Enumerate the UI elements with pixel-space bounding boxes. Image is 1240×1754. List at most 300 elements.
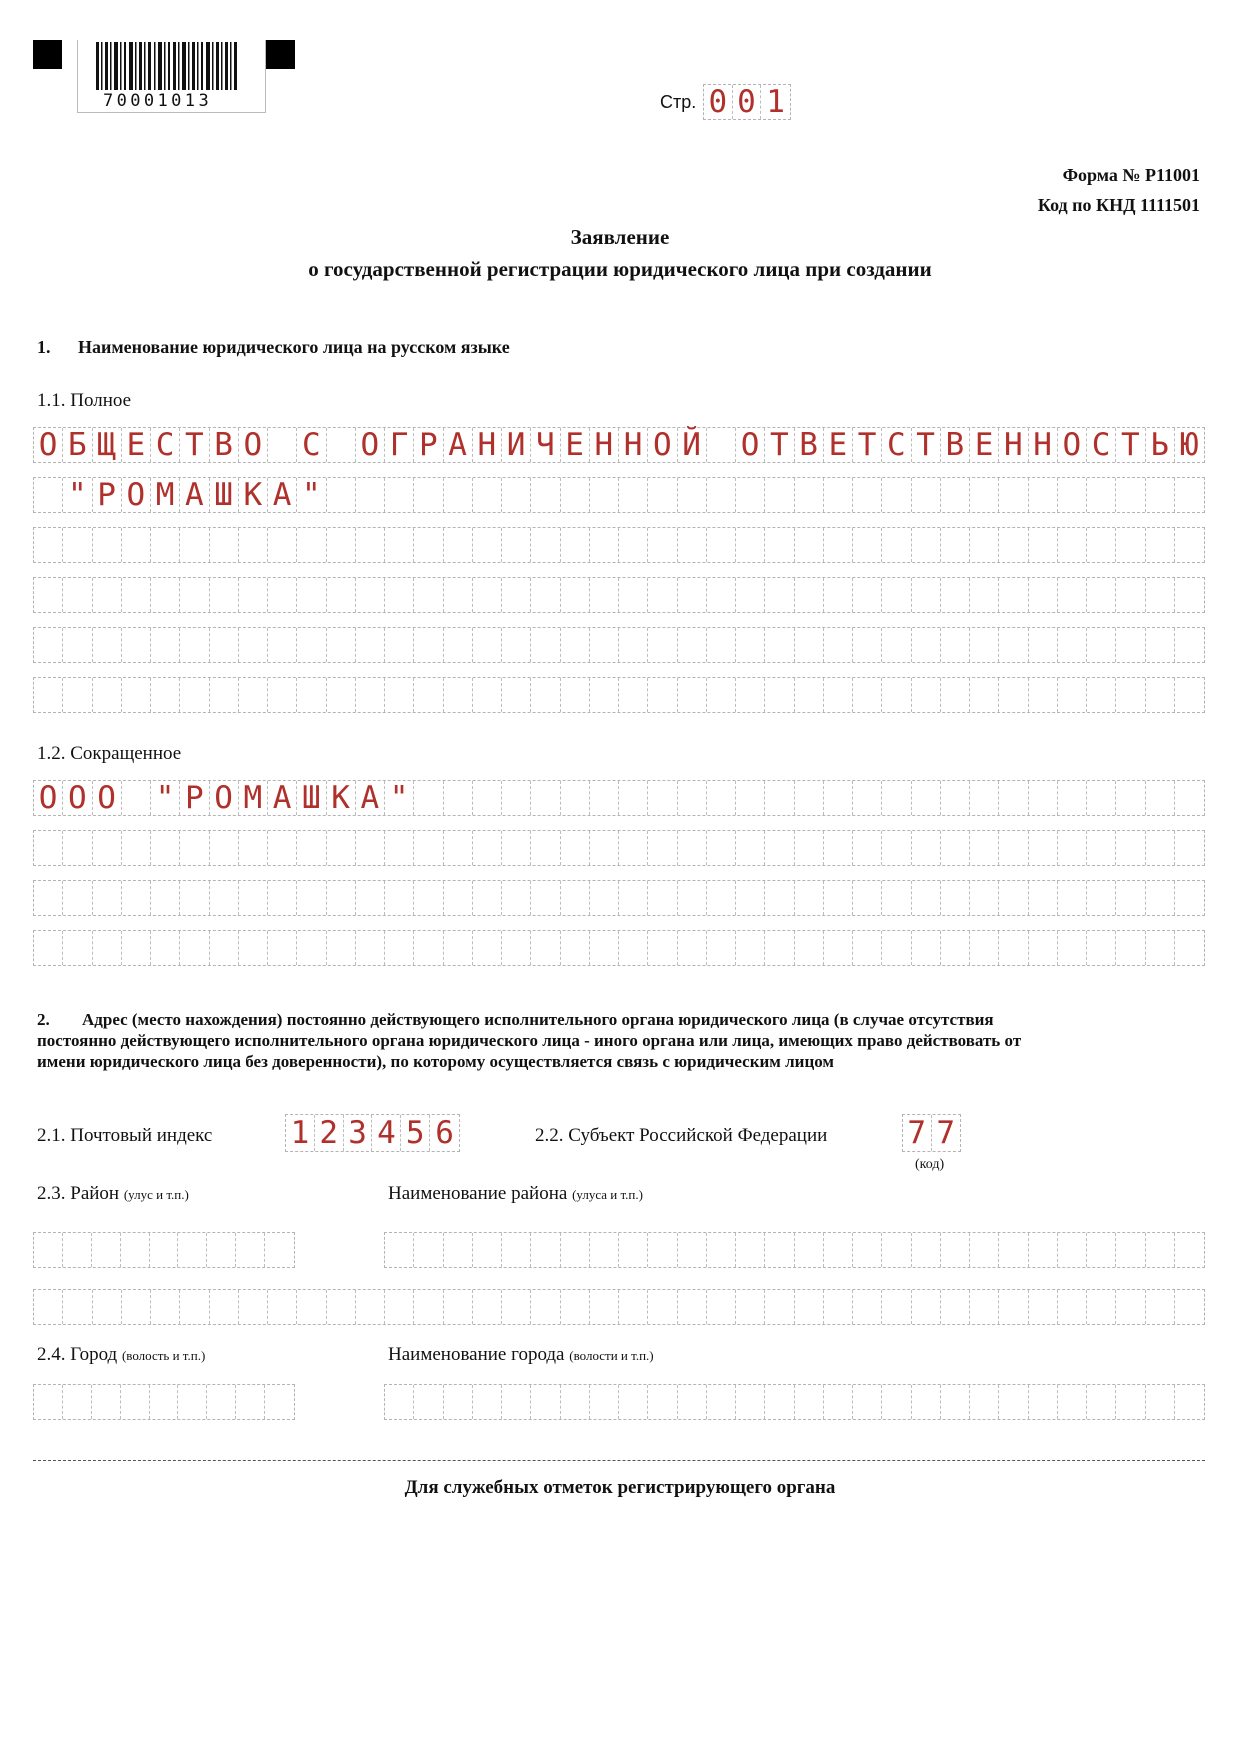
- char-cell: [619, 1290, 648, 1324]
- char-cell: [999, 1290, 1028, 1324]
- char-cell: Е: [561, 428, 590, 462]
- char-cell: [444, 831, 473, 865]
- char-cell: [970, 628, 999, 662]
- char-cell: [265, 1233, 294, 1267]
- char-cell: А: [444, 428, 473, 462]
- region-label: 2.2. Субъект Российской Федерации: [535, 1125, 828, 1146]
- char-cell: [970, 678, 999, 712]
- char-cell: [941, 578, 970, 612]
- char-cell: [882, 881, 911, 915]
- char-cell: [473, 931, 502, 965]
- char-cell: [444, 528, 473, 562]
- char-cell: [93, 628, 122, 662]
- char-cell: [1029, 1290, 1058, 1324]
- char-cell: [912, 1233, 941, 1267]
- char-cell: [707, 428, 736, 462]
- city-type-field[interactable]: [33, 1384, 295, 1420]
- char-cell: [151, 678, 180, 712]
- city-name-label: [388, 1344, 654, 1366]
- char-cell: [414, 881, 443, 915]
- char-cell: [590, 931, 619, 965]
- char-cell: [853, 881, 882, 915]
- char-cell: [824, 628, 853, 662]
- char-cell: Н: [590, 428, 619, 462]
- char-cell: [1175, 1233, 1204, 1267]
- char-cell: [297, 678, 326, 712]
- char-cell: [385, 1290, 414, 1324]
- char-cell: [1029, 831, 1058, 865]
- char-cell: [736, 1290, 765, 1324]
- char-cell: [765, 1385, 794, 1419]
- char-cell: [853, 1290, 882, 1324]
- char-cell: [1146, 578, 1175, 612]
- char-cell: [122, 781, 151, 815]
- page-label: Стр.: [660, 92, 697, 112]
- char-cell: Ш: [210, 478, 239, 512]
- char-cell: [853, 528, 882, 562]
- char-cell: [1087, 528, 1116, 562]
- char-cell: [531, 831, 560, 865]
- char-cell: [531, 1290, 560, 1324]
- char-cell: 4: [372, 1115, 401, 1151]
- char-cell: [648, 1385, 677, 1419]
- char-cell: Й: [678, 428, 707, 462]
- char-cell: [1029, 1233, 1058, 1267]
- char-cell: [853, 678, 882, 712]
- char-cell: О: [239, 428, 268, 462]
- char-cell: [473, 1233, 502, 1267]
- char-cell: [180, 881, 209, 915]
- char-cell: [502, 1233, 531, 1267]
- char-cell: [765, 931, 794, 965]
- char-cell: [327, 678, 356, 712]
- char-cell: [678, 628, 707, 662]
- char-cell: [385, 831, 414, 865]
- char-cell: [765, 1233, 794, 1267]
- char-cell: [882, 1385, 911, 1419]
- char-cell: 7: [903, 1115, 932, 1151]
- char-cell: [1087, 831, 1116, 865]
- char-cell: [619, 831, 648, 865]
- char-cell: [239, 931, 268, 965]
- char-cell: В: [941, 428, 970, 462]
- char-cell: [619, 781, 648, 815]
- district-name-label-text: Наименование района: [388, 1183, 568, 1204]
- char-cell: [1175, 578, 1204, 612]
- char-cell: [678, 881, 707, 915]
- char-cell: [736, 781, 765, 815]
- char-cell: [327, 578, 356, 612]
- char-cell: [795, 881, 824, 915]
- char-cell: [707, 1385, 736, 1419]
- char-cell: [150, 1233, 179, 1267]
- char-cell: [385, 578, 414, 612]
- char-cell: [824, 478, 853, 512]
- char-cell: [1146, 931, 1175, 965]
- char-cell: Ю: [1180, 426, 1199, 463]
- char-cell: [268, 1290, 297, 1324]
- char-cell: [1029, 678, 1058, 712]
- char-cell: [1087, 678, 1116, 712]
- char-cell: [327, 1290, 356, 1324]
- char-cell: [473, 881, 502, 915]
- char-cell: [385, 881, 414, 915]
- char-cell: [648, 1233, 677, 1267]
- char-cell: [678, 1385, 707, 1419]
- char-cell: [795, 478, 824, 512]
- char-cell: [648, 931, 677, 965]
- short-name-label: 1.2. Сокращенное: [37, 743, 182, 764]
- char-cell: [502, 1290, 531, 1324]
- char-cell: В: [210, 428, 239, 462]
- char-cell: [707, 931, 736, 965]
- char-cell: [795, 831, 824, 865]
- char-cell: [502, 781, 531, 815]
- char-cell: [1146, 528, 1175, 562]
- char-cell: Г: [385, 428, 414, 462]
- char-cell: [678, 478, 707, 512]
- char-cell: О: [356, 428, 385, 462]
- char-cell: [1116, 931, 1145, 965]
- char-cell: [122, 931, 151, 965]
- full-name-row-2[interactable]: [33, 477, 1205, 513]
- char-cell: [1087, 628, 1116, 662]
- char-cell: Н: [473, 428, 502, 462]
- char-cell: [239, 678, 268, 712]
- char-cell: [1058, 881, 1087, 915]
- char-cell: [795, 781, 824, 815]
- char-cell: [999, 881, 1028, 915]
- char-cell: [473, 578, 502, 612]
- char-cell: [1087, 931, 1116, 965]
- char-cell: [444, 578, 473, 612]
- char-cell: К: [327, 781, 356, 815]
- region-code-field[interactable]: [902, 1114, 961, 1152]
- char-cell: [268, 678, 297, 712]
- char-cell: [824, 528, 853, 562]
- char-cell: [765, 881, 794, 915]
- char-cell: [1146, 831, 1175, 865]
- char-cell: [414, 678, 443, 712]
- char-cell: [502, 831, 531, 865]
- char-cell: [765, 528, 794, 562]
- char-cell: [236, 1385, 265, 1419]
- short-name-row-2[interactable]: [33, 830, 1205, 866]
- char-cell: [356, 931, 385, 965]
- char-cell: [561, 881, 590, 915]
- char-cell: [1116, 1290, 1145, 1324]
- char-cell: [356, 678, 385, 712]
- char-cell: [1029, 881, 1058, 915]
- char-cell: ": [385, 781, 414, 815]
- full-name-row-5[interactable]: [33, 627, 1205, 663]
- char-cell: [297, 931, 326, 965]
- char-cell: И: [502, 428, 531, 462]
- char-cell: О: [1058, 428, 1087, 462]
- district-hint: (улус и т.п.): [123, 1187, 189, 1202]
- char-cell: [356, 478, 385, 512]
- char-cell: [1058, 831, 1087, 865]
- district-name-field-row2[interactable]: [33, 1289, 1205, 1325]
- char-cell: [385, 478, 414, 512]
- postal-index-field[interactable]: [285, 1114, 460, 1152]
- char-cell: [824, 1290, 853, 1324]
- char-cell: [34, 1290, 63, 1324]
- char-cell: [385, 1233, 414, 1267]
- char-cell: [590, 628, 619, 662]
- char-cell: [356, 528, 385, 562]
- full-name-row-1[interactable]: [33, 427, 1205, 463]
- char-cell: [912, 1385, 941, 1419]
- char-cell: [765, 478, 794, 512]
- city-name-field[interactable]: [384, 1384, 1205, 1420]
- char-cell: [912, 478, 941, 512]
- city-hint: (волость и т.п.): [121, 1348, 206, 1363]
- char-cell: [765, 781, 794, 815]
- char-cell: [619, 931, 648, 965]
- char-cell: [1029, 628, 1058, 662]
- char-cell: [473, 478, 502, 512]
- char-cell: О: [34, 781, 63, 815]
- char-cell: [236, 1233, 265, 1267]
- full-name-row-4[interactable]: [33, 577, 1205, 613]
- char-cell: [444, 678, 473, 712]
- char-cell: [707, 478, 736, 512]
- char-cell: С: [151, 428, 180, 462]
- char-cell: [853, 781, 882, 815]
- char-cell: [648, 781, 677, 815]
- char-cell: [590, 1233, 619, 1267]
- char-cell: [63, 528, 92, 562]
- short-name-row-4[interactable]: [33, 930, 1205, 966]
- char-cell: [561, 628, 590, 662]
- char-cell: [590, 528, 619, 562]
- char-cell: [1087, 1290, 1116, 1324]
- char-cell: [327, 881, 356, 915]
- section1-heading: Наименование юридического лица на русском языке: [78, 337, 510, 357]
- char-cell: [122, 881, 151, 915]
- char-cell: [63, 881, 92, 915]
- char-cell: Т: [912, 428, 941, 462]
- char-cell: [590, 831, 619, 865]
- char-cell: [912, 831, 941, 865]
- char-cell: [180, 831, 209, 865]
- char-cell: [297, 1290, 326, 1324]
- char-cell: [239, 578, 268, 612]
- char-cell: [93, 1290, 122, 1324]
- char-cell: [473, 1385, 502, 1419]
- char-cell: [970, 931, 999, 965]
- char-cell: [619, 628, 648, 662]
- char-cell: [1175, 931, 1204, 965]
- char-cell: [121, 1385, 150, 1419]
- char-cell: А: [356, 781, 385, 815]
- char-cell: [502, 881, 531, 915]
- char-cell: [795, 628, 824, 662]
- char-cell: [444, 1385, 473, 1419]
- char-cell: [502, 931, 531, 965]
- char-cell: [707, 528, 736, 562]
- full-name-row-6[interactable]: [33, 677, 1205, 713]
- char-cell: [999, 528, 1028, 562]
- char-cell: [795, 1290, 824, 1324]
- section2-heading-line1: Адрес (место нахождения) постоянно действующего исполнительного органа юридического лица (в случае отсутствия: [82, 1010, 994, 1029]
- char-cell: [882, 831, 911, 865]
- char-cell: [414, 931, 443, 965]
- char-cell: [882, 478, 911, 512]
- char-cell: [590, 881, 619, 915]
- char-cell: [1087, 881, 1116, 915]
- char-cell: [619, 528, 648, 562]
- char-cell: [824, 781, 853, 815]
- char-cell: [63, 1233, 92, 1267]
- char-cell: К: [239, 478, 268, 512]
- char-cell: [122, 628, 151, 662]
- district-name-field-row1[interactable]: [384, 1232, 1205, 1268]
- char-cell: [385, 628, 414, 662]
- char-cell: [1087, 578, 1116, 612]
- char-cell: Т: [180, 428, 209, 462]
- barcode: [77, 40, 266, 113]
- char-cell: О: [122, 478, 151, 512]
- char-cell: [1116, 528, 1145, 562]
- char-cell: [473, 1290, 502, 1324]
- char-cell: [34, 931, 63, 965]
- char-cell: [1146, 678, 1175, 712]
- char-cell: [1146, 478, 1175, 512]
- char-cell: [619, 578, 648, 612]
- document-subtitle: о государственной регистрации юридического лица при создании: [308, 257, 932, 281]
- char-cell: [531, 628, 560, 662]
- char-cell: [648, 478, 677, 512]
- char-cell: О: [34, 428, 63, 462]
- char-cell: [1175, 1385, 1204, 1419]
- char-cell: [151, 578, 180, 612]
- char-cell: [882, 931, 911, 965]
- cut-line: [33, 1460, 1205, 1461]
- char-cell: [970, 478, 999, 512]
- char-cell: [999, 478, 1028, 512]
- document-title: Заявление: [570, 225, 670, 249]
- char-cell: [1116, 1385, 1145, 1419]
- char-cell: [210, 678, 239, 712]
- char-cell: [853, 478, 882, 512]
- char-cell: [999, 831, 1028, 865]
- char-cell: [239, 628, 268, 662]
- char-cell: [63, 628, 92, 662]
- char-cell: [531, 1233, 560, 1267]
- char-cell: [824, 1233, 853, 1267]
- district-type-field[interactable]: [33, 1232, 295, 1268]
- char-cell: [34, 1233, 63, 1267]
- char-cell: [356, 628, 385, 662]
- char-cell: [151, 1290, 180, 1324]
- char-cell: Б: [63, 428, 92, 462]
- short-name-row-3[interactable]: [33, 880, 1205, 916]
- city-name-hint: (волости и т.п.): [569, 1348, 654, 1363]
- char-cell: [297, 578, 326, 612]
- char-cell: [444, 1233, 473, 1267]
- char-cell: [239, 1290, 268, 1324]
- char-cell: [648, 1290, 677, 1324]
- char-cell: [63, 1385, 92, 1419]
- char-cell: [853, 578, 882, 612]
- char-cell: [736, 678, 765, 712]
- barcode-number: 70001013: [103, 91, 213, 111]
- char-cell: [1029, 1385, 1058, 1419]
- char-cell: [912, 781, 941, 815]
- char-cell: [561, 781, 590, 815]
- char-cell: [970, 578, 999, 612]
- char-cell: [882, 678, 911, 712]
- char-cell: Н: [619, 428, 648, 462]
- full-name-row-3[interactable]: [33, 527, 1205, 563]
- char-cell: [151, 931, 180, 965]
- char-cell: [1146, 1290, 1175, 1324]
- char-cell: [122, 831, 151, 865]
- char-cell: [93, 578, 122, 612]
- char-cell: 2: [315, 1115, 344, 1151]
- char-cell: [853, 628, 882, 662]
- char-cell: [619, 478, 648, 512]
- char-cell: [414, 1233, 443, 1267]
- char-cell: [268, 428, 297, 462]
- char-cell: [356, 578, 385, 612]
- char-cell: [473, 628, 502, 662]
- char-cell: [912, 678, 941, 712]
- char-cell: [765, 678, 794, 712]
- section2-heading-line2: постоянно действующего исполнительного органа юридического лица - иного органа или лица, имеющих право действовать от: [37, 1031, 1022, 1050]
- char-cell: [736, 528, 765, 562]
- char-cell: [678, 781, 707, 815]
- char-cell: [207, 1385, 236, 1419]
- page-number-field[interactable]: [703, 84, 791, 120]
- char-cell: [1175, 831, 1204, 865]
- char-cell: [590, 1385, 619, 1419]
- char-cell: [327, 931, 356, 965]
- char-cell: С: [882, 428, 911, 462]
- char-cell: [561, 1233, 590, 1267]
- char-cell: [444, 628, 473, 662]
- char-cell: 1: [286, 1115, 315, 1151]
- char-cell: [912, 881, 941, 915]
- char-cell: [502, 528, 531, 562]
- char-cell: [1146, 1233, 1175, 1267]
- char-cell: [561, 678, 590, 712]
- char-cell: [93, 528, 122, 562]
- char-cell: [824, 578, 853, 612]
- char-cell: [502, 628, 531, 662]
- char-cell: Р: [180, 781, 209, 815]
- char-cell: [795, 678, 824, 712]
- city-label-text: 2.4. Город: [37, 1344, 118, 1365]
- short-name-row-1[interactable]: [33, 780, 1205, 816]
- char-cell: [1146, 628, 1175, 662]
- char-cell: 3: [344, 1115, 373, 1151]
- char-cell: [151, 628, 180, 662]
- char-cell: [561, 528, 590, 562]
- char-cell: [648, 678, 677, 712]
- char-cell: [385, 678, 414, 712]
- char-cell: [1058, 931, 1087, 965]
- char-cell: [736, 578, 765, 612]
- char-cell: [1058, 578, 1087, 612]
- char-cell: [473, 528, 502, 562]
- char-cell: [999, 1385, 1028, 1419]
- char-cell: [297, 528, 326, 562]
- char-cell: [63, 578, 92, 612]
- char-cell: [765, 628, 794, 662]
